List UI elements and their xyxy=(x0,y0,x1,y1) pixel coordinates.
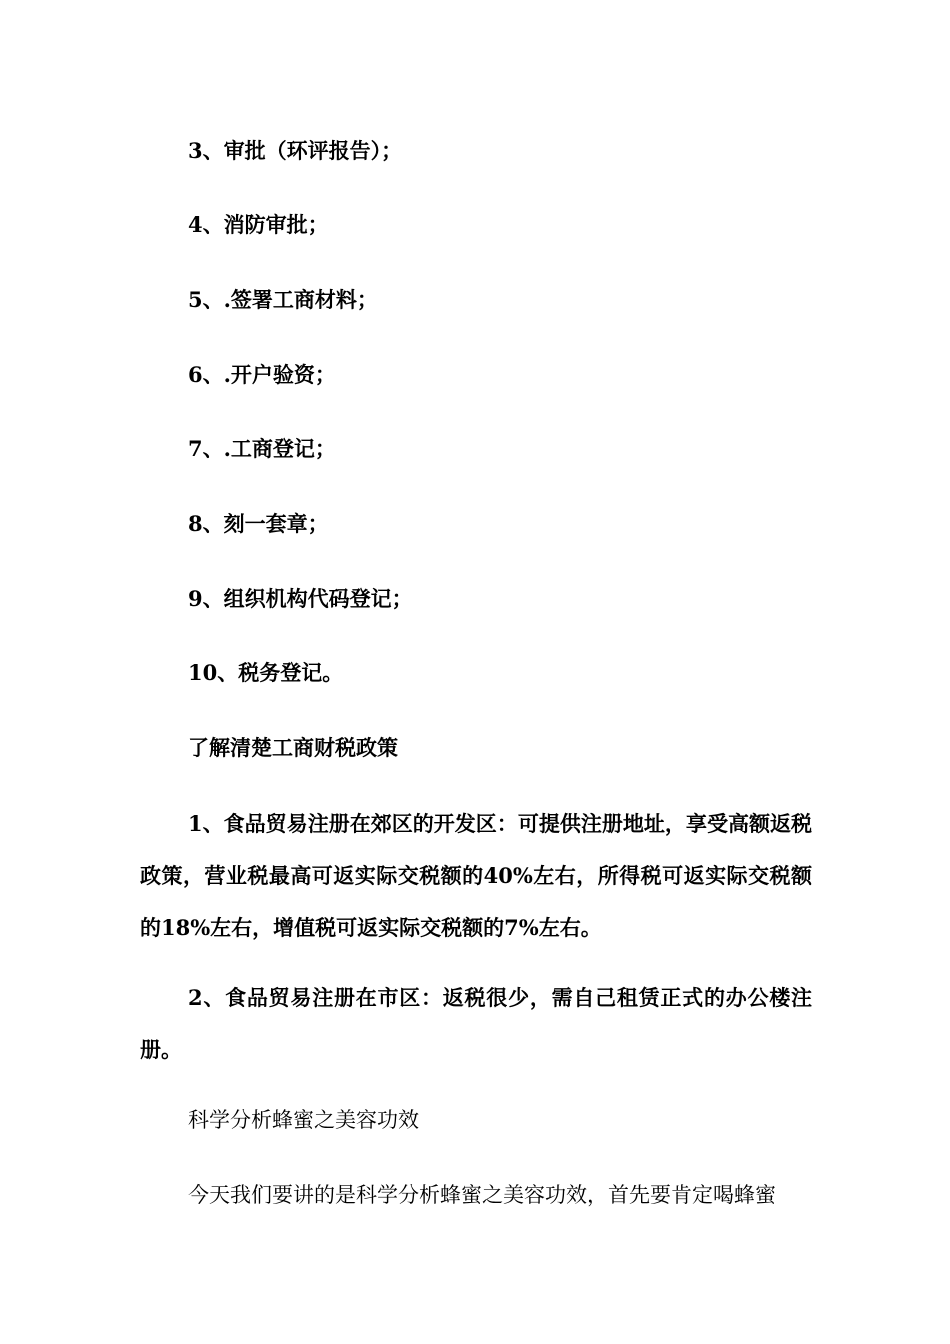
list-item-8: 8、刻一套章； xyxy=(188,511,329,536)
list-item-9: 9、组织机构代码登记； xyxy=(188,586,413,611)
policy-paragraph-2: 2、食品贸易注册在市区：返税很少，需自己租赁正式的办公楼注册。 xyxy=(140,985,812,1062)
article-intro: 今天我们要讲的是科学分析蜂蜜之美容功效，首先要肯定喝蜂蜜 xyxy=(188,1183,776,1207)
section-heading: 了解清楚工商财税政策 xyxy=(188,735,398,760)
policy-paragraph-1: 1、食品贸易注册在郊区的开发区：可提供注册地址，享受高额返税政策，营业税最高可返实际交税额的40%左右，所得税可返实际交税额的18%左右，增值税可返实际交税额的7%左右。 xyxy=(140,811,812,940)
list-item-4: 4、消防审批； xyxy=(188,212,329,237)
list-item-5: 5、.签署工商材料； xyxy=(188,287,378,312)
list-item-6: 6、.开户验资； xyxy=(188,362,336,387)
list-item-3: 3、审批（环评报告）； xyxy=(188,138,403,163)
list-item-7: 7、.工商登记； xyxy=(188,436,336,461)
article-title: 科学分析蜂蜜之美容功效 xyxy=(188,1108,419,1132)
list-item-10: 10、税务登记。 xyxy=(188,660,344,685)
